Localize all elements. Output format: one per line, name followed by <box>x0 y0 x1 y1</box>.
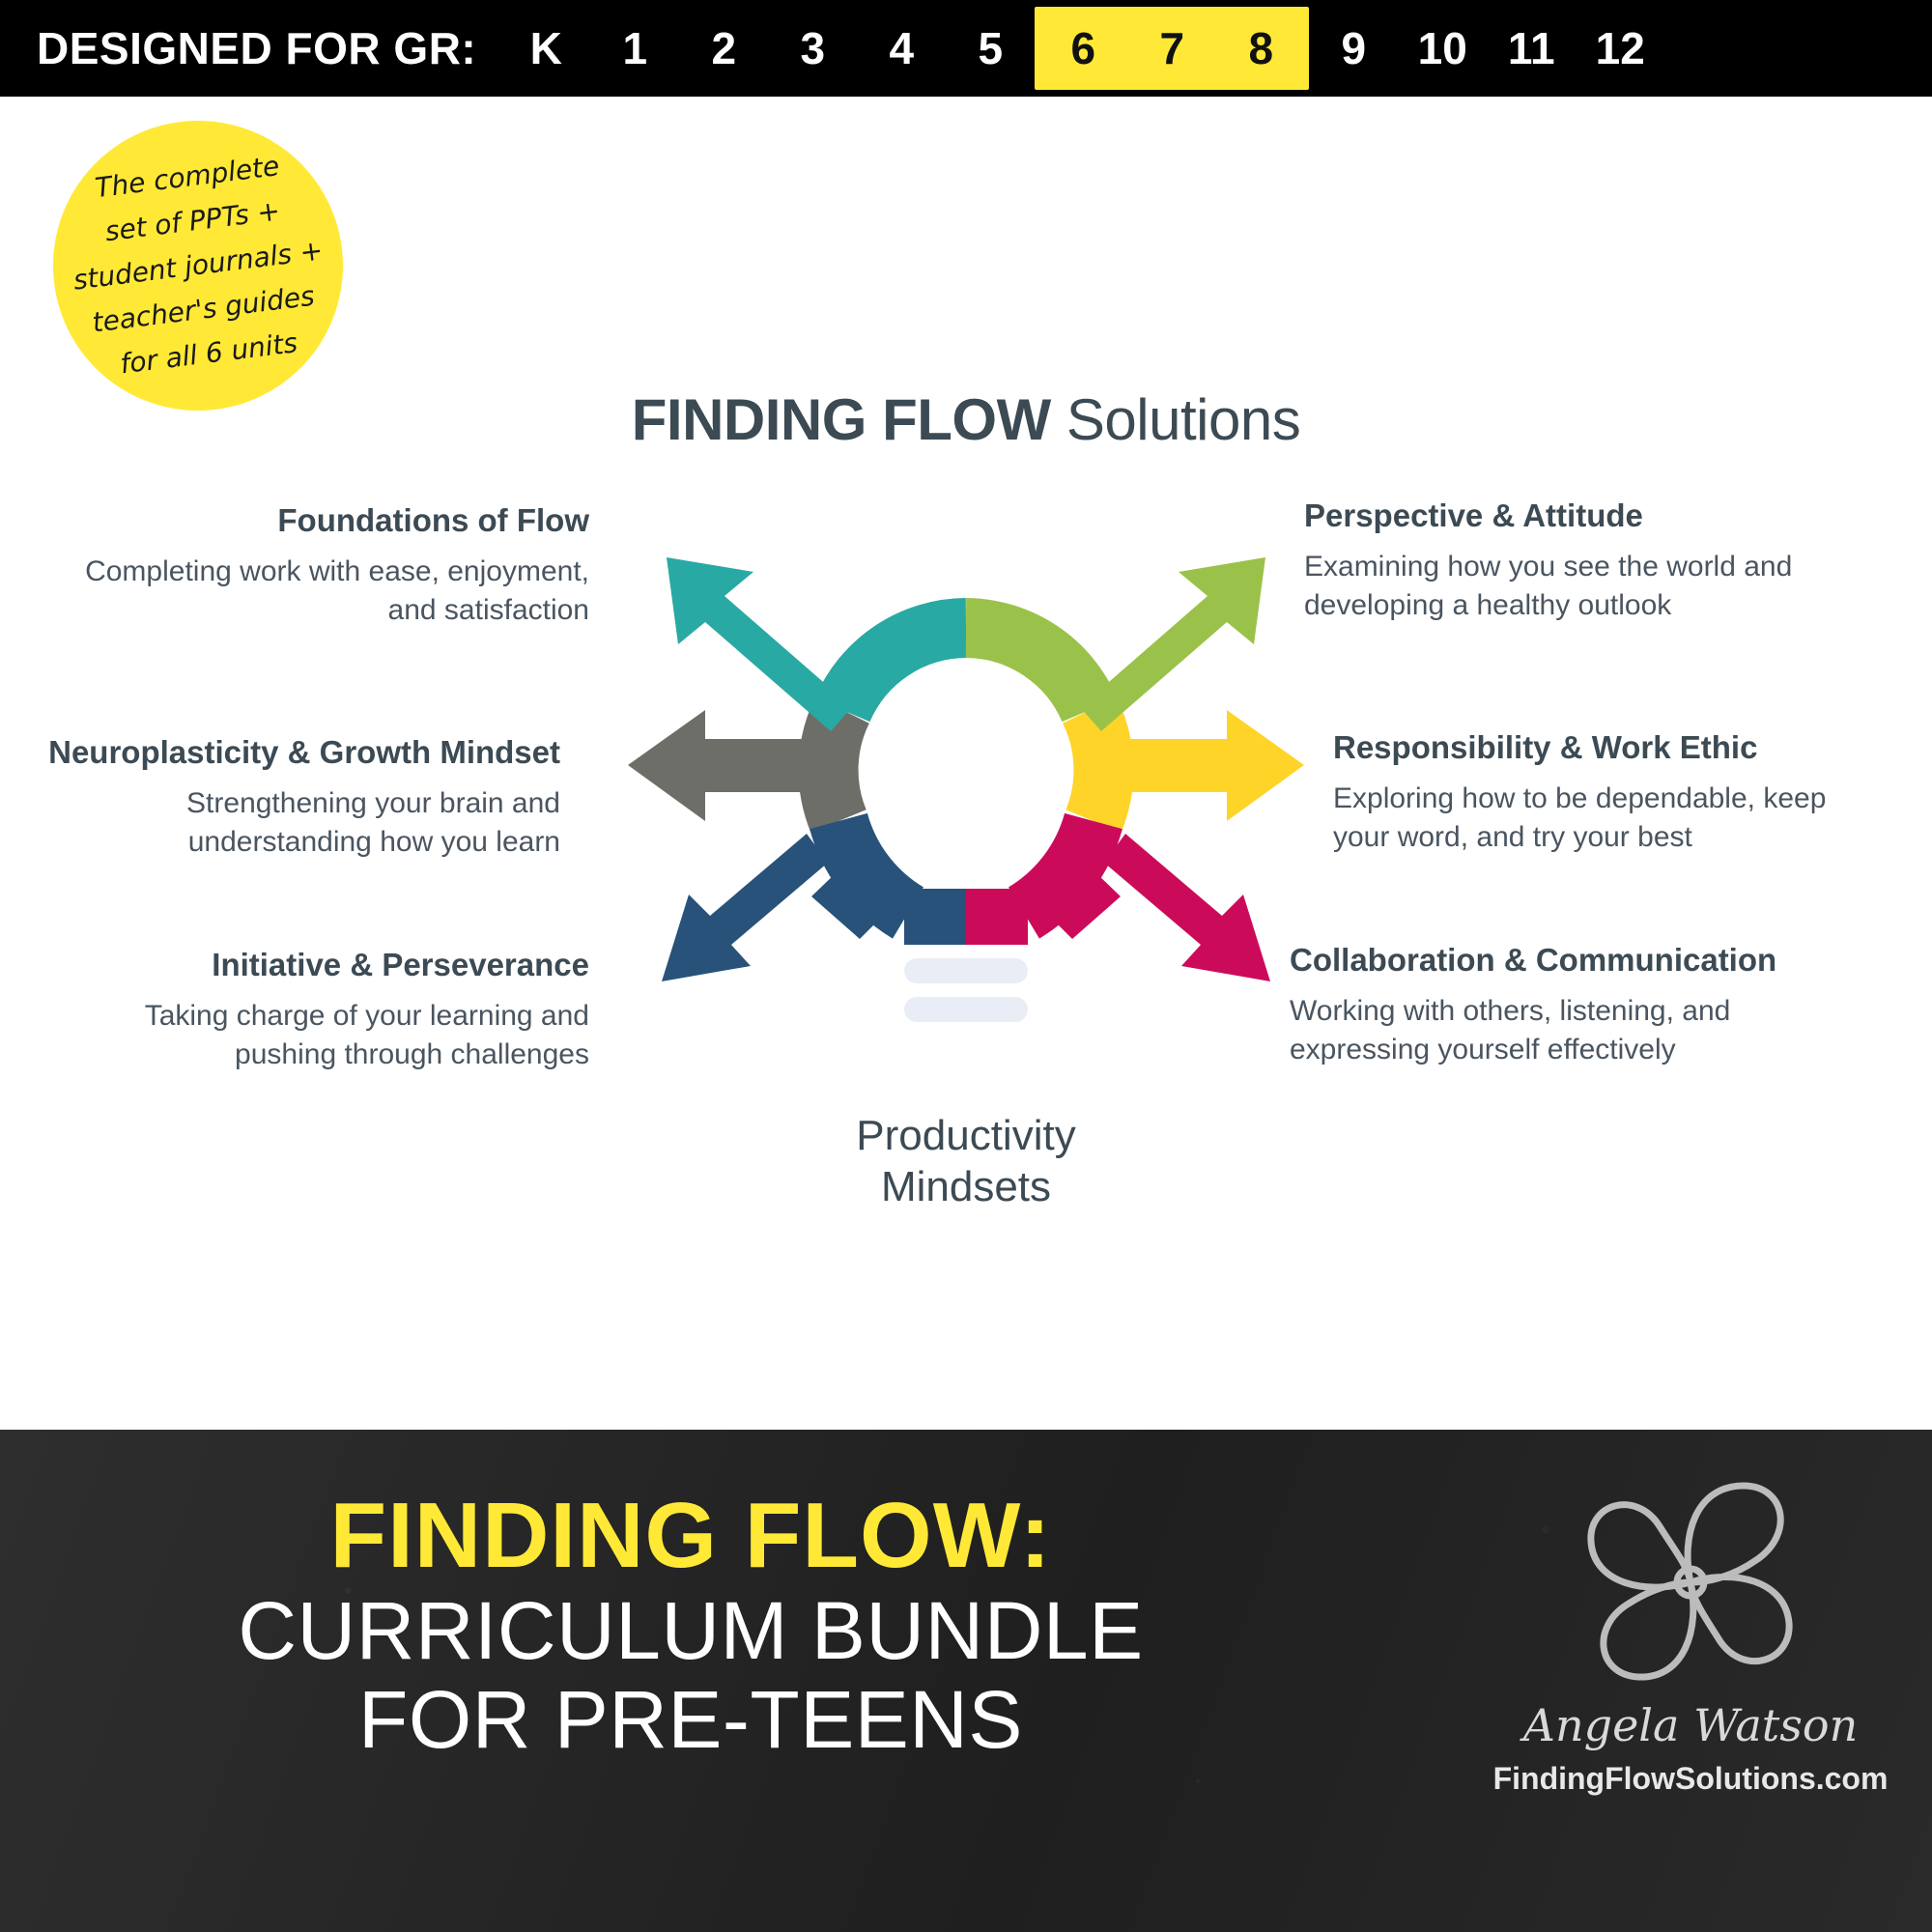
branch-perspective-attitude <box>1304 497 1845 626</box>
grade-cell-5: 5 <box>978 23 1004 73</box>
branch-responsibility-work-ethic <box>1333 729 1874 858</box>
branch-description: Exploring how to be dependable, keep your word, and try your best <box>1333 781 1827 854</box>
bulb-segment-teal <box>842 628 966 710</box>
grade-cell-2: 2 <box>711 23 737 73</box>
promo-badge-line-1: The complete <box>93 150 281 205</box>
branch-description: Working with others, listening, and expressing yourself effectively <box>1290 994 1731 1066</box>
page-title-light: Solutions <box>1065 387 1301 452</box>
branch-heading: Foundations of Flow <box>277 502 589 538</box>
branch-heading: Responsibility & Work Ethic <box>1333 729 1758 765</box>
grade-cell-9: 9 <box>1341 23 1367 73</box>
lightbulb-graphic <box>618 541 1314 1343</box>
arrow-foundations-of-flow <box>667 557 852 731</box>
center-label-line-2: Mindsets <box>880 1162 1052 1210</box>
brand-block <box>1488 1468 1893 1797</box>
page-title <box>0 386 1932 453</box>
branch-heading: Initiative & Perseverance <box>212 947 589 982</box>
footer-title-line-1: FINDING FLOW: <box>329 1484 1052 1587</box>
branch-description: Examining how you see the world and developing a healthy outlook <box>1304 550 1793 622</box>
branch-heading: Perspective & Attitude <box>1304 497 1643 533</box>
arrow-perspective-attitude <box>1080 557 1265 731</box>
promo-badge-line-5: for all 6 units <box>118 327 299 381</box>
grade-cell-1: 1 <box>622 23 648 73</box>
grade-cell-3: 3 <box>800 23 826 73</box>
mindsets-diagram <box>0 497 1932 1343</box>
grade-cell-10: 10 <box>1417 23 1467 73</box>
page-title-bold: FINDING FLOW <box>631 387 1051 452</box>
footer-text-block <box>0 1486 1381 1764</box>
grade-highlight-group <box>1035 7 1309 90</box>
grade-cell-4: 4 <box>889 23 915 73</box>
branch-description: Strengthening your brain and understanding how you learn <box>186 786 560 859</box>
grade-bar <box>0 0 1932 97</box>
branch-description: Taking charge of your learning and pushing through challenges <box>144 999 589 1071</box>
promo-badge-line-4: teacher's guides <box>90 279 317 339</box>
grade-cell-6: 6 <box>1070 23 1096 73</box>
grade-cell-k: K <box>529 23 562 73</box>
grade-cell-12: 12 <box>1595 23 1645 73</box>
footer-title-line-2: CURRICULUM BUNDLE <box>238 1584 1144 1676</box>
bulb-segment-green <box>966 628 1090 710</box>
grade-cell-8: 8 <box>1248 23 1274 73</box>
branch-heading: Neuroplasticity & Growth Mindset <box>48 734 560 770</box>
grade-list <box>501 0 1664 97</box>
bulb-neck-right <box>966 889 1028 945</box>
promo-badge-line-2: set of PPTs + <box>102 194 282 248</box>
branch-neuroplasticity-growth-mindset <box>19 734 560 863</box>
grade-bar-label: DESIGNED FOR GR: <box>37 23 477 73</box>
branch-initiative-perseverance <box>48 947 589 1075</box>
diagram-center-label <box>811 1111 1121 1213</box>
footer-banner <box>0 1430 1932 1932</box>
grade-cell-7: 7 <box>1159 23 1185 73</box>
brand-website: FindingFlowSolutions.com <box>1492 1761 1889 1796</box>
brand-signature: Angela Watson <box>1522 1699 1859 1751</box>
promo-badge-line-3: student journals + <box>71 234 325 297</box>
branch-heading: Collaboration & Communication <box>1290 942 1777 978</box>
promo-badge <box>37 104 359 427</box>
bulb-base-ring-2 <box>904 997 1028 1022</box>
branch-foundations-of-flow <box>48 502 589 631</box>
branch-collaboration-communication <box>1290 942 1831 1070</box>
grade-cell-11: 11 <box>1507 23 1555 73</box>
bulb-base-ring-1 <box>904 958 1028 983</box>
branch-description: Completing work with ease, enjoyment, and satisfaction <box>85 554 589 627</box>
center-label-line-1: Productivity <box>856 1112 1076 1159</box>
footer-title-line-3: FOR PRE-TEENS <box>358 1674 1023 1766</box>
pinwheel-logo-icon <box>1536 1468 1845 1690</box>
